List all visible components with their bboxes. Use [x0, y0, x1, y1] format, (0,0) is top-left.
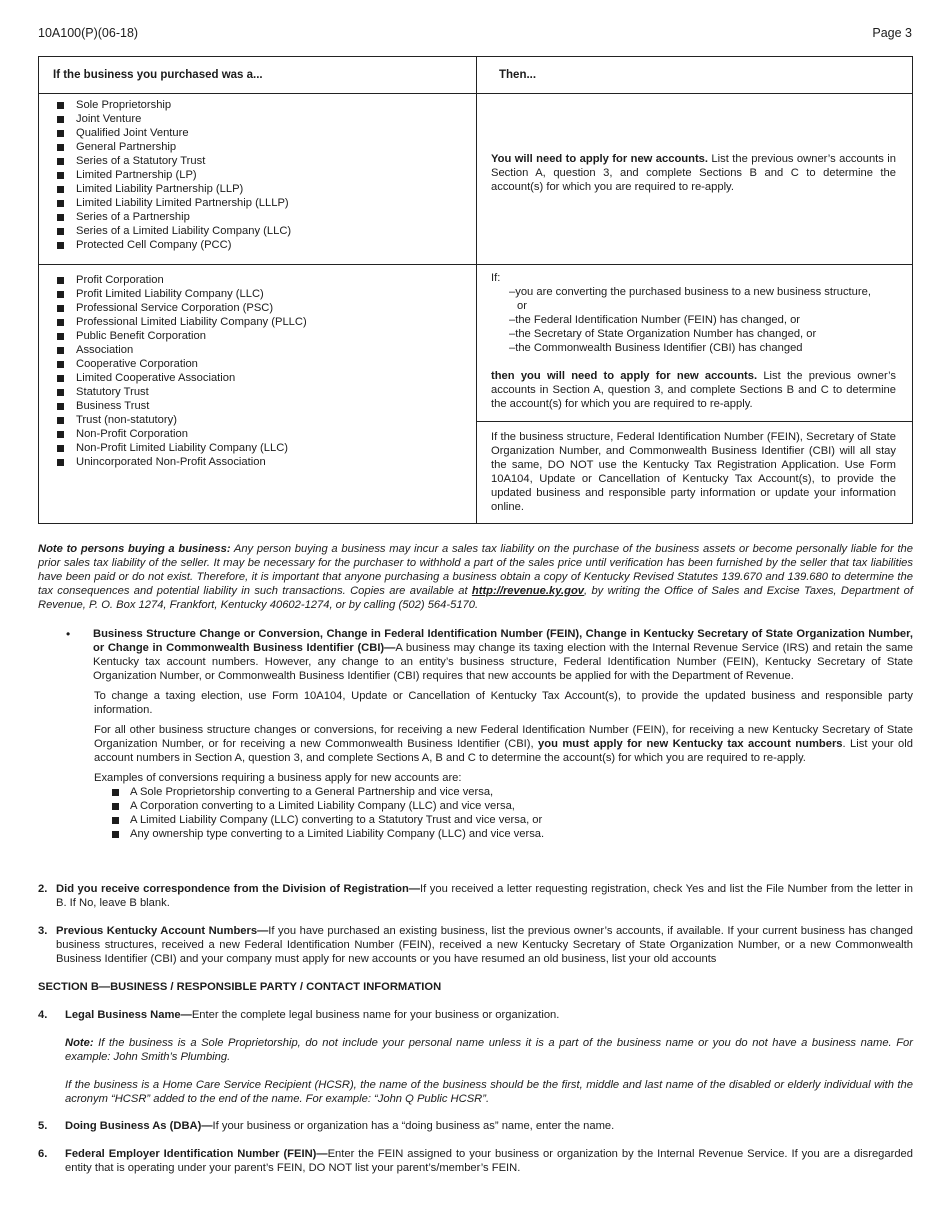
form-id: 10A100(P)(06-18) — [38, 26, 139, 40]
section-b-heading: SECTION B—BUSINESS / RESPONSIBLE PARTY / CONTACT INFORMATION — [38, 981, 442, 993]
col2-header: Then... — [499, 69, 537, 81]
change-para3: For all other business structure changes or conversions, for receiving a new Federal Identification Number (FEIN), for receiving a new Kentucky Secretary of State Organization Number, or for receiving a new Commonwealth Business Identifier (CBI), you must apply for new Kentucky tax account numbers. List your old account numbers in Section A, question 3, and complete Sections A, B and C to determine the account(s) for which you are required to re-apply. — [94, 724, 913, 764]
question-2: 2. Did you receive correspondence from the Division of Registration—If you received a letter requesting registration, check Yes and list the File Number from the letter in B. If No, leave B blank. — [38, 883, 914, 909]
table-row-group1 — [39, 94, 912, 265]
group2-list — [39, 273, 476, 469]
change-section — [38, 627, 913, 841]
group2-then-text: List the previous owner’s accounts in Section A, question 3, and complete Sections B and C to determine the account(s) for which you are required to re-apply. — [491, 370, 896, 410]
change-para2: To change a taxing election, use Form 10A104, Update or Cancellation of Kentucky Tax Account(s), to provide the updated business and responsible party information. — [94, 690, 913, 716]
group1-then — [477, 94, 912, 264]
revenue-link[interactable]: http://revenue.ky.gov — [471, 585, 584, 597]
col1-header: If the business you purchased was a... — [39, 57, 477, 93]
change-title: Business Structure Change or Conversion, Change in Federal Identification Number (FEIN), Change in Kentucky Secretary of State Organization Number, or Change in Commonwealth Business Identifier (CBI)— — [93, 628, 913, 654]
business-type-item: General Partnership — [39, 140, 476, 154]
group1-then-text: List the previous owner’s accounts in Section A, question 3, and complete Sections B and C to determine the account(s) for which you are required to re-apply. — [491, 153, 896, 193]
group2-if: If: — [491, 272, 501, 284]
business-type-table — [38, 56, 913, 524]
condition-2: –the Federal Identification Number (FEIN) has changed, or — [509, 314, 801, 326]
example-item: A Corporation converting to a Limited Liability Company (LLC) and vice versa, — [38, 799, 913, 813]
example-item: A Sole Proprietorship converting to a General Partnership and vice versa, — [38, 785, 913, 799]
condition-3: –the Secretary of State Organization Number has changed, or — [509, 328, 817, 340]
business-type-item: Protected Cell Company (PCC) — [39, 238, 476, 252]
business-type-item: Qualified Joint Venture — [39, 126, 476, 140]
example-item: Any ownership type converting to a Limited Liability Company (LLC) and vice versa. — [38, 827, 913, 841]
business-type-item: Business Trust — [39, 399, 476, 413]
example-item: A Limited Liability Company (LLC) converting to a Statutory Trust and vice versa, or — [38, 813, 913, 827]
table-header-row — [39, 57, 912, 94]
table-row-group2 — [39, 265, 912, 523]
business-type-item: Sole Proprietorship — [39, 98, 476, 112]
question-6: 6. Federal Employer Identification Number (FEIN)—Enter the FEIN assigned to your business or organization by the Internal Revenue Service. If you are a disregarded entity that is operating under your parent’s FEIN, DO NOT list your parent’s/member’s FEIN. — [38, 1148, 914, 1174]
question-4: 4. Legal Business Name—Enter the complete legal business name for your business or organization. Note: If the business is a Sole Proprietorship, do not include your personal name unless it is a part of the business name or you do not have a business name. For example: John Smith’s Plumbing. If the business is a Home Care Service Recipient (HCSR), the name of the business should be the first, middle and last name of the disabled or elderly individual with the acronym “HCSR” added to the end of the name. For example: “John Q Public HCSR”. — [38, 1009, 913, 1105]
business-type-item: Non-Profit Corporation — [39, 427, 476, 441]
business-type-item: Trust (non-statutory) — [39, 413, 476, 427]
business-type-item: Limited Liability Partnership (LLP) — [39, 182, 476, 196]
group2-then — [477, 265, 912, 422]
business-type-item: Unincorporated Non-Profit Association — [39, 455, 476, 469]
page-number: Page 3 — [872, 26, 912, 40]
business-type-item: Limited Partnership (LP) — [39, 168, 476, 182]
group1-list — [39, 98, 476, 252]
business-type-item: Public Benefit Corporation — [39, 329, 476, 343]
group2-then-bold: then you will need to apply for new accounts. — [491, 370, 758, 382]
business-type-item: Professional Limited Liability Company (PLLC) — [39, 315, 476, 329]
change-bullet: • — [66, 627, 71, 641]
group1-then-bold: You will need to apply for new accounts. — [491, 153, 709, 165]
examples-intro: Examples of conversions requiring a business apply for new accounts are: — [94, 772, 462, 784]
condition-4: –the Commonwealth Business Identifier (CBI) has changed — [509, 342, 803, 354]
business-type-item: Joint Venture — [39, 112, 476, 126]
business-type-item: Series of a Partnership — [39, 210, 476, 224]
business-type-item: Profit Limited Liability Company (LLC) — [39, 287, 476, 301]
business-type-item: Series of a Statutory Trust — [39, 154, 476, 168]
note-label: Note to persons buying a business: — [38, 543, 231, 555]
business-type-item: Cooperative Corporation — [39, 357, 476, 371]
condition-or: or — [517, 300, 527, 312]
note-text-2: , by writing the Office of Sales and Excise Taxes, Department of Revenue, P. O. Box 1274, Frankfort, Kentucky 40602-1274, or by calling (502) 564-5170. — [38, 585, 913, 611]
business-type-item: Statutory Trust — [39, 385, 476, 399]
group2-else: If the business structure, Federal Identification Number (FEIN), Secretary of State Organization Number, and Commonwealth Business Identifier (CBI) will all stay the same, DO NOT use the Kentucky Tax Registration Application. Use Form 10A104, Update or Cancellation of Kentucky Tax Account(s), to provide the updated business and responsible party information or update your information online. — [491, 431, 896, 513]
note-buying-business — [38, 542, 913, 612]
examples-list — [38, 785, 913, 841]
business-type-item: Series of a Limited Liability Company (LLC) — [39, 224, 476, 238]
business-type-item: Limited Cooperative Association — [39, 371, 476, 385]
change-text: A business may change its taxing election with the Internal Revenue Service (IRS) and retain the same Kentucky tax account numbers. However, any change to an entity’s business structure, Federal Identification Number (FEIN), Kentucky Secretary of State Organization Number, or Commonwealth Business Identifier (CBI) requires that new accounts be applied for with the Department of Revenue. — [93, 642, 913, 682]
business-type-item: Association — [39, 343, 476, 357]
business-type-item: Profit Corporation — [39, 273, 476, 287]
note-text-1: Any person buying a business may incur a sales tax liability on the purchase of the business assets or become personally liable for the prior sales tax liability of the seller. It may be necessary for the purchaser to withhold a part of the sales price until verification has been furnished by the seller that tax liabilities have been paid or do not exist. Therefore, it is important that anyone purchasing a business obtain a copy of Kentucky Revised Statutes 139.670 and 139.680 to determine the tax consequences and potential liability in such transactions. Copies are available at — [38, 543, 913, 597]
business-type-item: Non-Profit Limited Liability Company (LLC) — [39, 441, 476, 455]
question-5: 5. Doing Business As (DBA)—If your business or organization has a “doing business as” name, enter the name. — [38, 1120, 615, 1132]
condition-1: –you are converting the purchased business to a new business structure, — [509, 286, 871, 298]
business-type-item: Limited Liability Limited Partnership (LLLP) — [39, 196, 476, 210]
business-type-item: Professional Service Corporation (PSC) — [39, 301, 476, 315]
question-3: 3. Previous Kentucky Account Numbers—If you have purchased an existing business, list the previous owner’s accounts, if available. If your current business has changed business structures, received a new Federal Identification Number (FEIN), received a new Kentucky Secretary of State Organization Number, or a new Commonwealth Business Identifier (CBI) and your company must apply for new accounts or you have resumed an old business, list your old accounts — [38, 925, 913, 965]
